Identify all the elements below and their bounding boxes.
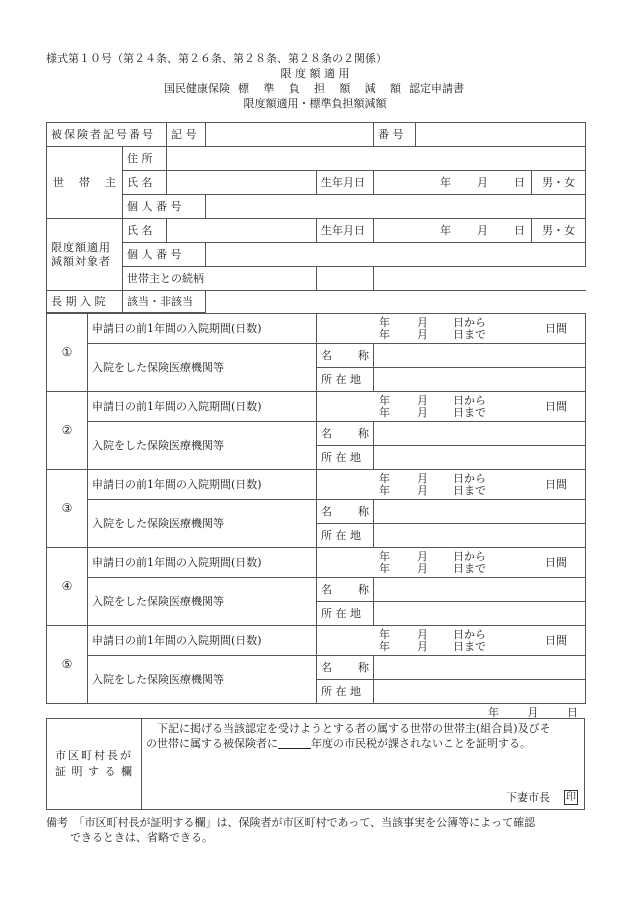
institution-address-field[interactable]	[374, 368, 586, 392]
period-label: 申請日の前1年間の入院期間(日数)	[88, 626, 317, 656]
institution-label: 入院をした保険医療機関等	[88, 656, 317, 704]
month-label: 月	[527, 706, 539, 719]
institution-address-label: 所 在 地	[317, 446, 374, 470]
title-char: 減	[364, 82, 376, 95]
title-char: 額	[339, 82, 351, 95]
title-suffix: 認定申請書	[409, 82, 464, 95]
institution-name-field[interactable]	[374, 500, 586, 524]
householder-mynumber-label: 個 人 番 号	[123, 195, 206, 219]
day-label: 日	[567, 706, 578, 719]
title-char: 担	[313, 82, 325, 95]
year-label: 年	[440, 176, 451, 189]
title-char: 準	[263, 82, 275, 95]
title-char: 標	[238, 82, 249, 95]
institution-address-label: 所 在 地	[317, 602, 374, 626]
month-label: 月	[477, 224, 488, 237]
certification-label: 市区町村長が 証 明 す る 欄	[47, 719, 142, 809]
title-char: 用	[338, 67, 350, 80]
title-char: 額	[309, 67, 321, 80]
title-char: 額	[389, 82, 401, 95]
institution-name-label: 名 称	[317, 500, 374, 524]
householder-name-label: 氏 名	[123, 171, 167, 195]
institution-name-label: 名 称	[317, 656, 374, 680]
applicant-table	[46, 122, 586, 313]
subject-mynumber-field[interactable]	[206, 243, 586, 267]
insured-number-label: 被保険者記号番号	[47, 123, 167, 147]
title-char: 限	[280, 67, 292, 80]
fiscal-year-blank[interactable]	[278, 737, 311, 750]
symbol-label: 記 号	[167, 123, 206, 147]
hospital-table	[46, 313, 586, 704]
institution-address-field[interactable]	[374, 680, 586, 704]
householder-birth-label: 生年月日	[317, 171, 374, 195]
subject-birth-label: 生年月日	[317, 219, 374, 243]
number-field[interactable]	[416, 123, 586, 147]
note-line1: 備考 「市区町村長が証明する欄」は、保険者が市区町村であって、当該事実を公簿等によって確認	[46, 816, 536, 829]
institution-address-field[interactable]	[374, 446, 586, 470]
householder-birth-field[interactable]	[374, 171, 532, 195]
form-number: 様式第１０号（第２４条、第２６条、第２８条、第２８条の２関係）	[46, 52, 387, 65]
day-label: 日	[514, 224, 525, 237]
institution-address-label: 所 在 地	[317, 524, 374, 548]
institution-name-field[interactable]	[374, 344, 586, 368]
day-label: 日	[514, 176, 525, 189]
subject-birth-field[interactable]	[374, 219, 532, 243]
period-label: 申請日の前1年間の入院期間(日数)	[88, 392, 317, 422]
institution-address-field[interactable]	[374, 602, 586, 626]
note-line2: できるときは、省略できる。	[70, 831, 213, 844]
long-term-label: 長 期 入 院	[47, 291, 123, 313]
block-number: ①	[47, 314, 88, 392]
period-field[interactable]: 年 月 日から 年 月 日まで 日間	[317, 626, 586, 656]
seal-icon: 印	[566, 791, 576, 803]
institution-name-label: 名 称	[317, 422, 374, 446]
title-char: 負	[288, 82, 300, 95]
institution-name-field[interactable]	[374, 656, 586, 680]
mayor-label: 下妻市長	[506, 791, 550, 804]
block-number: ⑤	[47, 626, 88, 704]
title-middle	[238, 82, 401, 96]
hospital-period-row	[47, 392, 586, 422]
subject-label: 限度額適用 減額対象者	[47, 219, 123, 291]
month-label: 月	[477, 176, 488, 189]
address-label: 住 所	[123, 147, 167, 171]
institution-name-field[interactable]	[374, 578, 586, 602]
title-line2	[164, 82, 464, 96]
long-term-field[interactable]: 該当・非該当	[123, 291, 206, 313]
institution-address-label: 所 在 地	[317, 680, 374, 704]
year-label: 年	[440, 224, 451, 237]
relation-label: 世帯主との続柄	[123, 267, 317, 291]
certification-box	[46, 718, 585, 810]
period-field[interactable]: 年 月 日から 年 月 日まで 日間	[317, 470, 586, 500]
block-number: ②	[47, 392, 88, 470]
period-label: 申請日の前1年間の入院期間(日数)	[88, 470, 317, 500]
hospital-period-row	[47, 626, 586, 656]
block-number: ④	[47, 548, 88, 626]
block-number: ③	[47, 470, 88, 548]
title-prefix: 国民健康保険	[164, 82, 230, 95]
institution-name-label: 名 称	[317, 344, 374, 368]
institution-label: 入院をした保険医療機関等	[88, 422, 317, 470]
subject-name-field[interactable]	[167, 219, 317, 243]
mayor-signature	[506, 789, 578, 805]
year-label: 年	[488, 706, 499, 719]
note	[46, 815, 535, 845]
hospital-period-row	[47, 548, 586, 578]
title-line3: 限度額適用・標準負担額減額	[243, 97, 387, 110]
period-field[interactable]: 年 月 日から 年 月 日まで 日間	[317, 392, 586, 422]
title-line1	[0, 67, 630, 81]
relation-field[interactable]	[317, 267, 374, 291]
householder-name-field[interactable]	[167, 171, 317, 195]
period-label: 申請日の前1年間の入院期間(日数)	[88, 548, 317, 578]
hospital-period-row	[47, 470, 586, 500]
householder-mynumber-field[interactable]	[206, 195, 586, 219]
symbol-field[interactable]	[206, 123, 374, 147]
number-label: 番 号	[374, 123, 416, 147]
address-field[interactable]	[167, 147, 586, 171]
householder-label: 世 帯 主	[47, 147, 123, 219]
institution-label: 入院をした保険医療機関等	[88, 500, 317, 548]
subject-mynumber-label: 個 人 番 号	[123, 243, 206, 267]
certification-text: 下記に掲げる当該認定を受けようとする者の属する世帯の世帯主(組合員)及びそ の世帯に属する被保険者に 年度の市民税が課されないことを証明する。	[146, 722, 551, 750]
period-field[interactable]: 年 月 日から 年 月 日まで 日間	[317, 314, 586, 344]
empty-cell	[206, 291, 586, 313]
title-char: 適	[324, 67, 335, 80]
institution-address-label: 所 在 地	[317, 368, 374, 392]
subject-gender[interactable]: 男・女	[532, 219, 586, 243]
hospital-period-row	[47, 314, 586, 344]
period-field[interactable]: 年 月 日から 年 月 日まで 日間	[317, 548, 586, 578]
householder-gender[interactable]: 男・女	[532, 171, 586, 195]
subject-name-label: 氏 名	[123, 219, 167, 243]
institution-name-field[interactable]	[374, 422, 586, 446]
institution-address-field[interactable]	[374, 524, 586, 548]
period-label: 申請日の前1年間の入院期間(日数)	[88, 314, 317, 344]
empty-cell	[374, 267, 586, 291]
title-char: 度	[295, 67, 306, 80]
institution-name-label: 名 称	[317, 578, 374, 602]
institution-label: 入院をした保険医療機関等	[88, 344, 317, 392]
institution-label: 入院をした保険医療機関等	[88, 578, 317, 626]
